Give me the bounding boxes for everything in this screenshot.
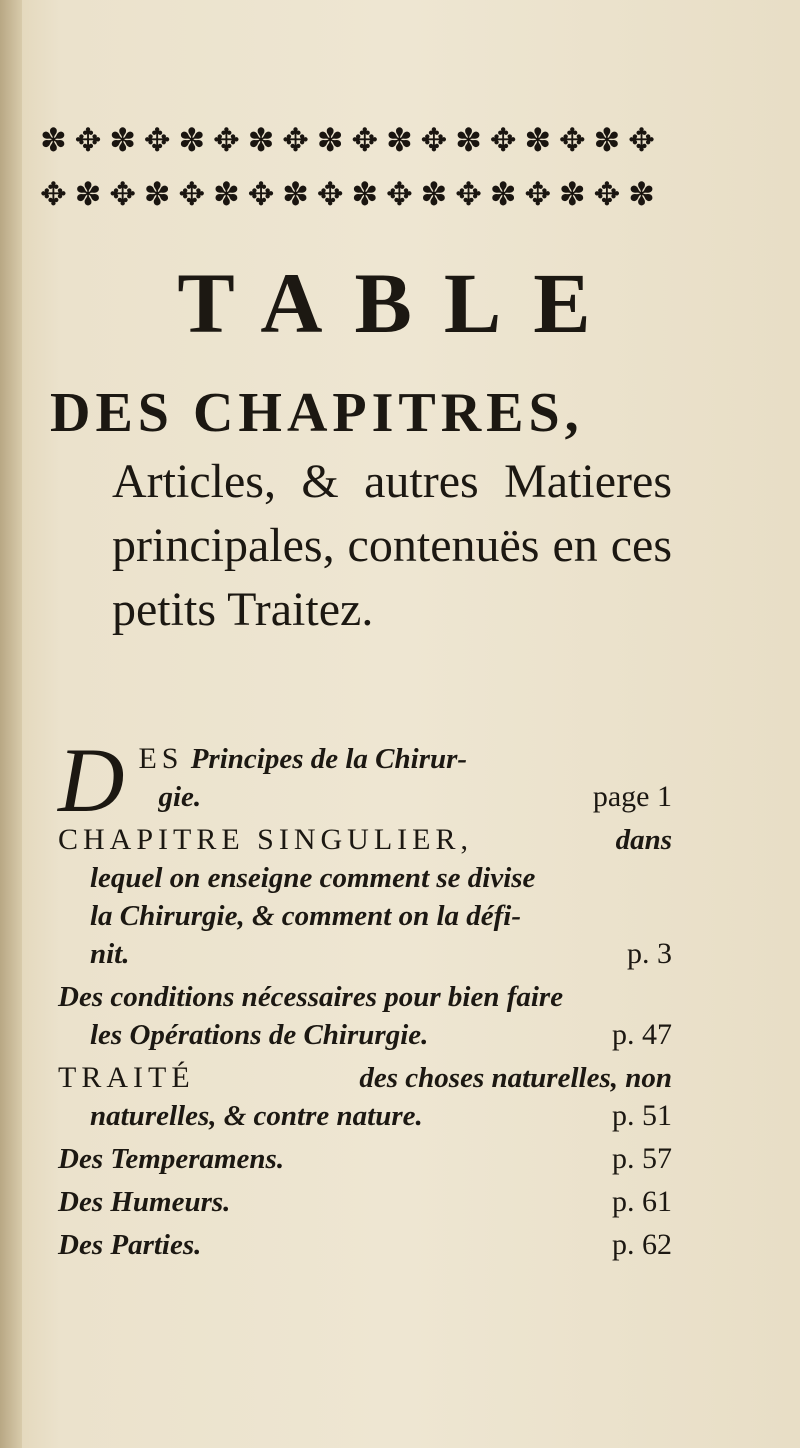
entry-lead-caps: TRAITÉ [58, 1061, 195, 1094]
toc-entry [58, 1140, 672, 1178]
page-number: p. 3 [627, 937, 672, 970]
printers-ornament [40, 118, 655, 216]
page-number: p. 61 [612, 1185, 672, 1218]
entry-text: nit. [90, 938, 130, 970]
entry-text: les Opérations de Chirurgie. [90, 1019, 429, 1051]
subtitle-caps: DES CHAPITRES, [50, 382, 584, 444]
toc-entry [58, 978, 672, 1054]
entry-text: gie. [158, 781, 202, 813]
subtitle-body: Articles, & autres Matieres principales, contenuës en ces petits Traitez. [112, 455, 672, 636]
entry-text: naturelles, & contre nature. [90, 1100, 423, 1132]
entry-text: Des Temperamens. [58, 1143, 285, 1175]
entry-lead-caps: CHAPITRE SINGULIER, [58, 823, 473, 856]
ornament-row-top: ✽ ✥ ✽ ✥ ✽ ✥ ✽ ✥ ✽ ✥ ✽ ✥ ✽ ✥ ✽ ✥ ✽ ✥ [40, 121, 655, 159]
page-number: p. 57 [612, 1142, 672, 1175]
drop-cap: D [58, 729, 125, 831]
entry-text: la Chirurgie, & comment on la défi- [90, 900, 521, 932]
entry-text: dans [615, 824, 672, 856]
entry-lead-caps: ES [138, 742, 184, 775]
toc-entry [58, 1059, 672, 1135]
entry-text: Des Humeurs. [58, 1186, 231, 1218]
toc-entry [58, 821, 672, 973]
page-title: TABLE [177, 255, 623, 351]
toc-entry [58, 1226, 672, 1264]
table-of-contents [58, 729, 672, 1269]
entry-text: Principes de la Chirur- [190, 743, 468, 775]
page-number: page 1 [592, 780, 672, 813]
toc-entry [58, 1183, 672, 1221]
page-number: p. 62 [612, 1228, 672, 1261]
entry-text: des choses naturelles, non [359, 1062, 672, 1094]
entry-text: Des Parties. [58, 1229, 202, 1261]
ornament-row-bottom: ✥ ✽ ✥ ✽ ✥ ✽ ✥ ✽ ✥ ✽ ✥ ✽ ✥ ✽ ✥ ✽ ✥ ✽ [40, 175, 655, 213]
page-number: p. 51 [612, 1099, 672, 1132]
entry-text: Des conditions nécessaires pour bien faire [58, 981, 564, 1013]
page-gutter [0, 0, 22, 1448]
toc-entry [58, 729, 672, 831]
page-number: p. 47 [612, 1018, 672, 1051]
entry-text: lequel on enseigne comment se divise [90, 862, 536, 894]
